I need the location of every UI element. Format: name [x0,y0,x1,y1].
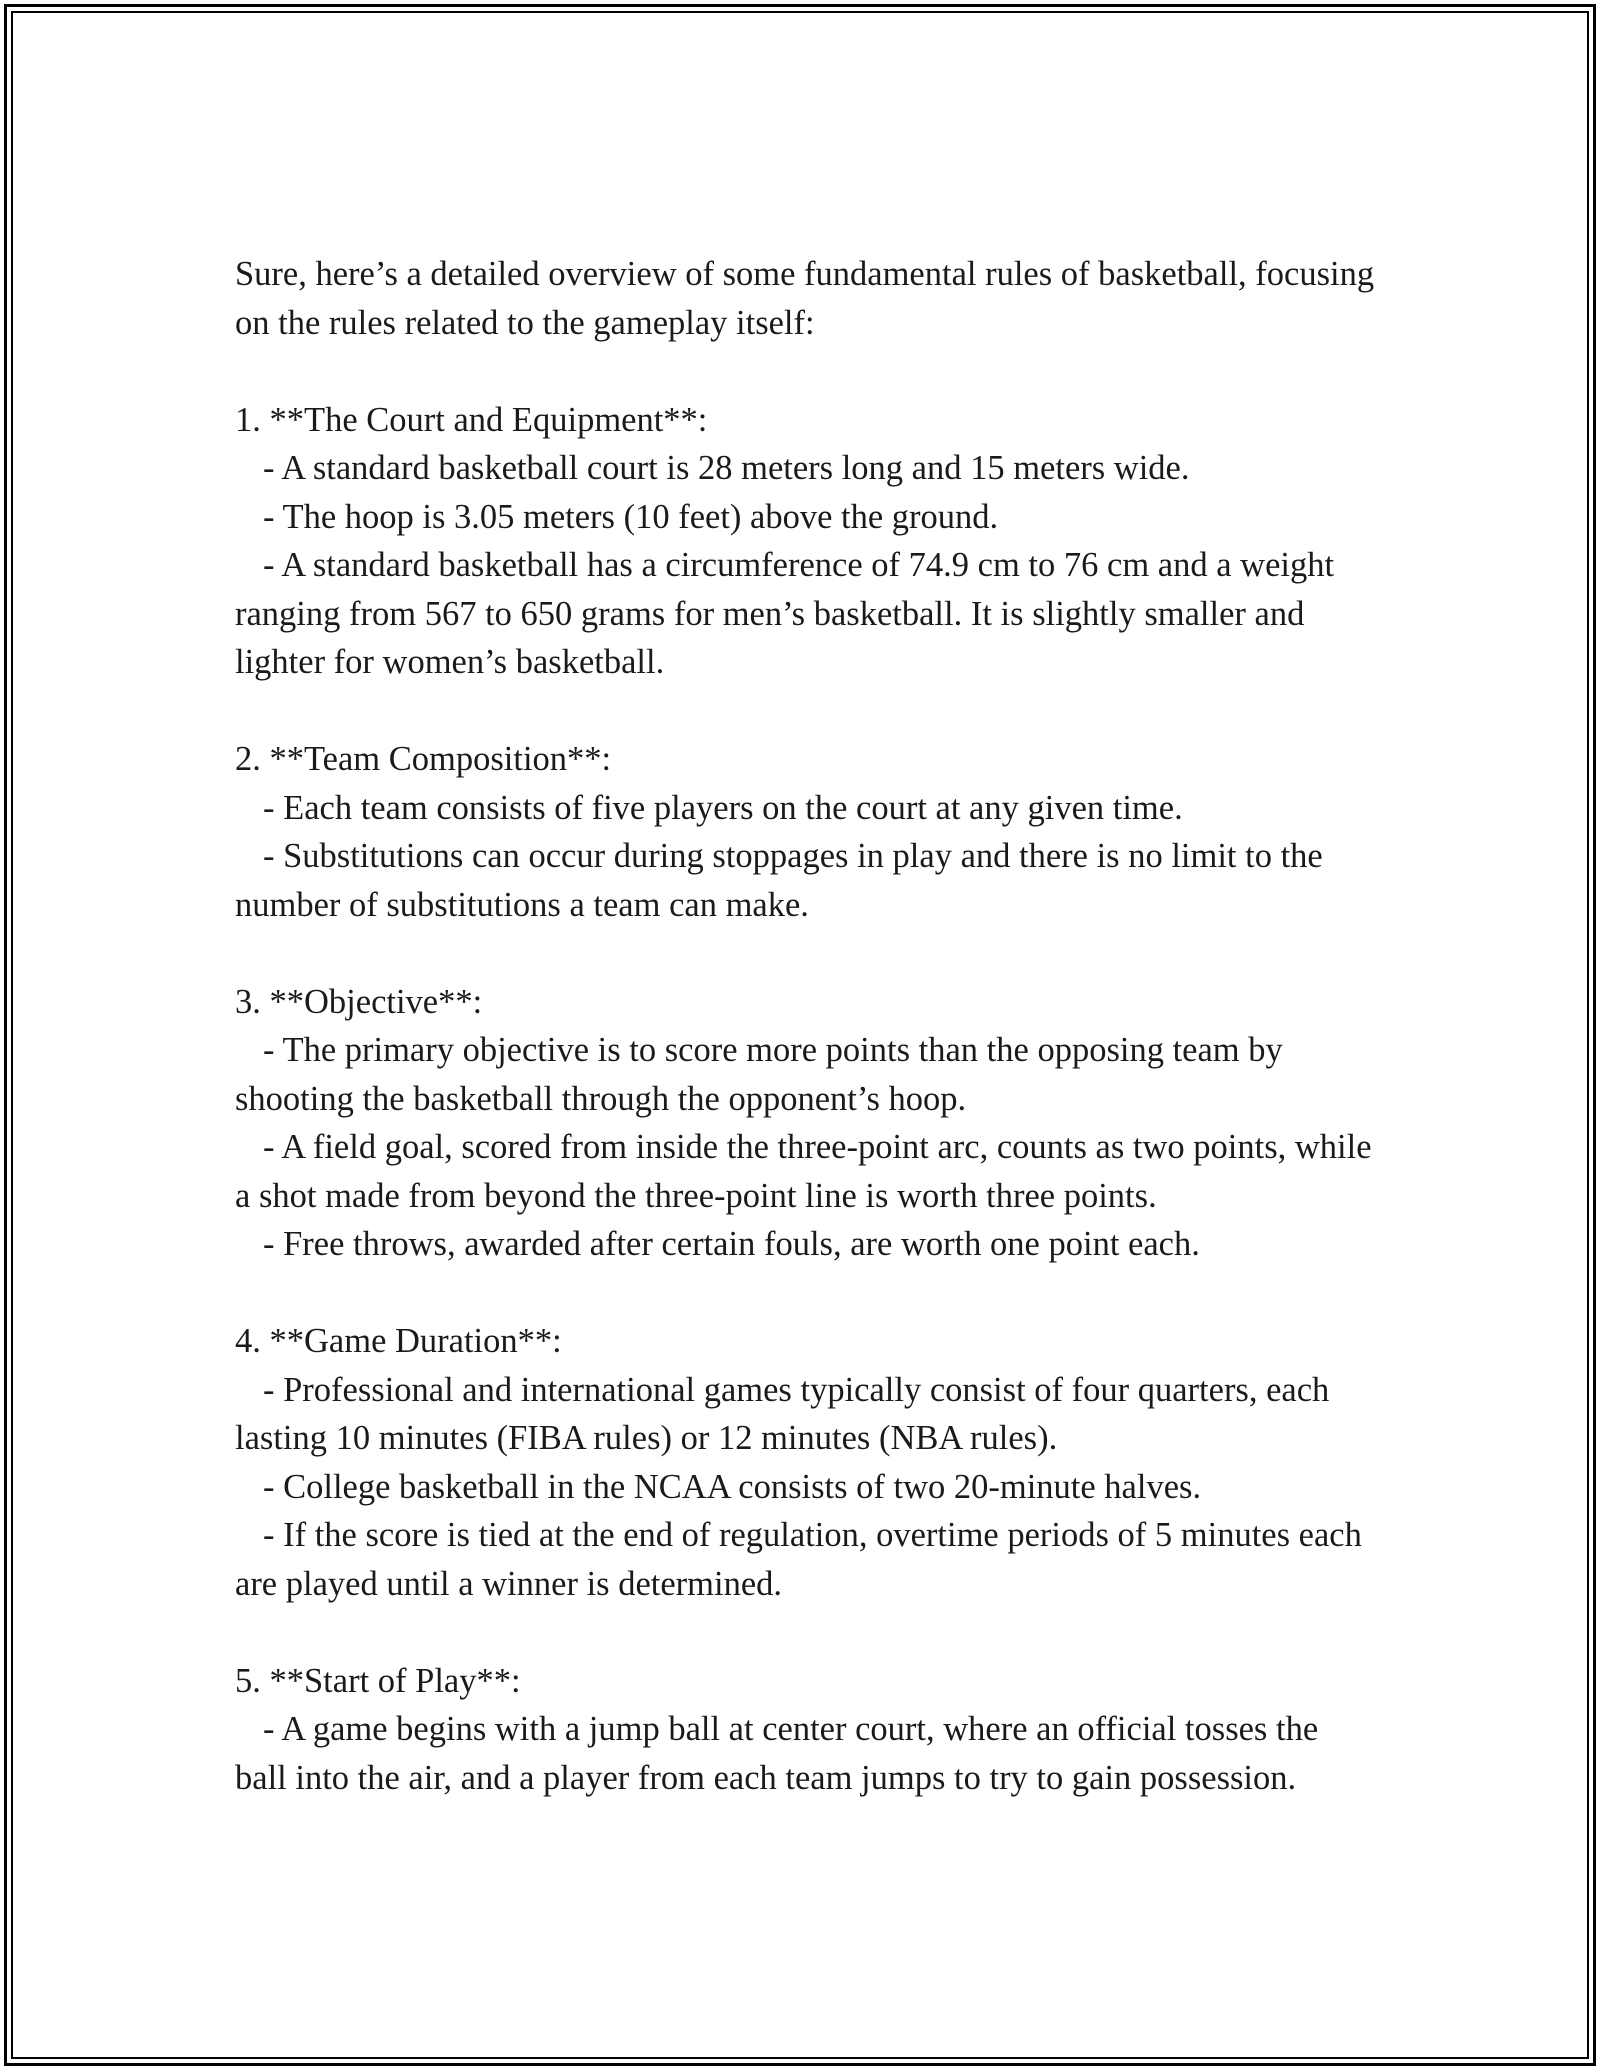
section-heading: 2. **Team Composition**: [235,740,612,778]
section-heading: 5. **Start of Play**: [235,1661,521,1700]
document-body [235,250,1375,1802]
bullet-item: - Each team consists of five players on the court at any given time. [263,788,1183,827]
bullet-item: - Professional and international games typically consist of four quarters, each lasting 10 minutes (FIBA rules) or 12 minutes (NBA rules). [235,1370,1330,1457]
section-heading: 1. **The Court and Equipment**: [235,400,708,439]
section-court-equipment [235,396,1375,687]
section-heading: 4. **Game Duration**: [235,1322,562,1360]
bullet-item: - A game begins with a jump ball at center court, where an official tosses the ball into the air, and a player from each team jumps to try to gain possession. [235,1710,1319,1797]
bullet-item: - A standard basketball court is 28 meters long and 15 meters wide. [263,449,1190,487]
section-team-composition [235,735,1375,929]
intro-paragraph: Sure, here’s a detailed overview of some fundamental rules of basketball, focusing on the rules related to the gameplay itself: [235,255,1375,342]
bullet-item: - A field goal, scored from inside the three-point arc, counts as two points, while a shot made from beyond the three-point line is worth three points. [235,1128,1372,1215]
section-objective [235,978,1375,1269]
bullet-item: - Free throws, awarded after certain fouls, are worth one point each. [263,1225,1200,1263]
bullet-item: - College basketball in the NCAA consists of two 20-minute halves. [263,1467,1202,1506]
bullet-item: - A standard basketball has a circumference of 74.9 cm to 76 cm and a weight ranging from 567 to 650 grams for men’s basketball. It is slightly smaller and lighter for women’s basketball. [235,546,1335,681]
bullet-item: - Substitutions can occur during stoppages in play and there is no limit to the number of substitutions a team can make. [235,837,1323,924]
bullet-item: - If the score is tied at the end of regulation, overtime periods of 5 minutes each are played until a winner is determined. [235,1516,1362,1603]
section-game-duration [235,1317,1375,1608]
section-start-of-play [235,1657,1375,1803]
section-heading: 3. **Objective**: [235,982,483,1021]
bullet-item: - The primary objective is to score more points than the opposing team by shooting the basketball through the opponent’s hoop. [235,1031,1283,1118]
bullet-item: - The hoop is 3.05 meters (10 feet) above the ground. [263,497,999,536]
